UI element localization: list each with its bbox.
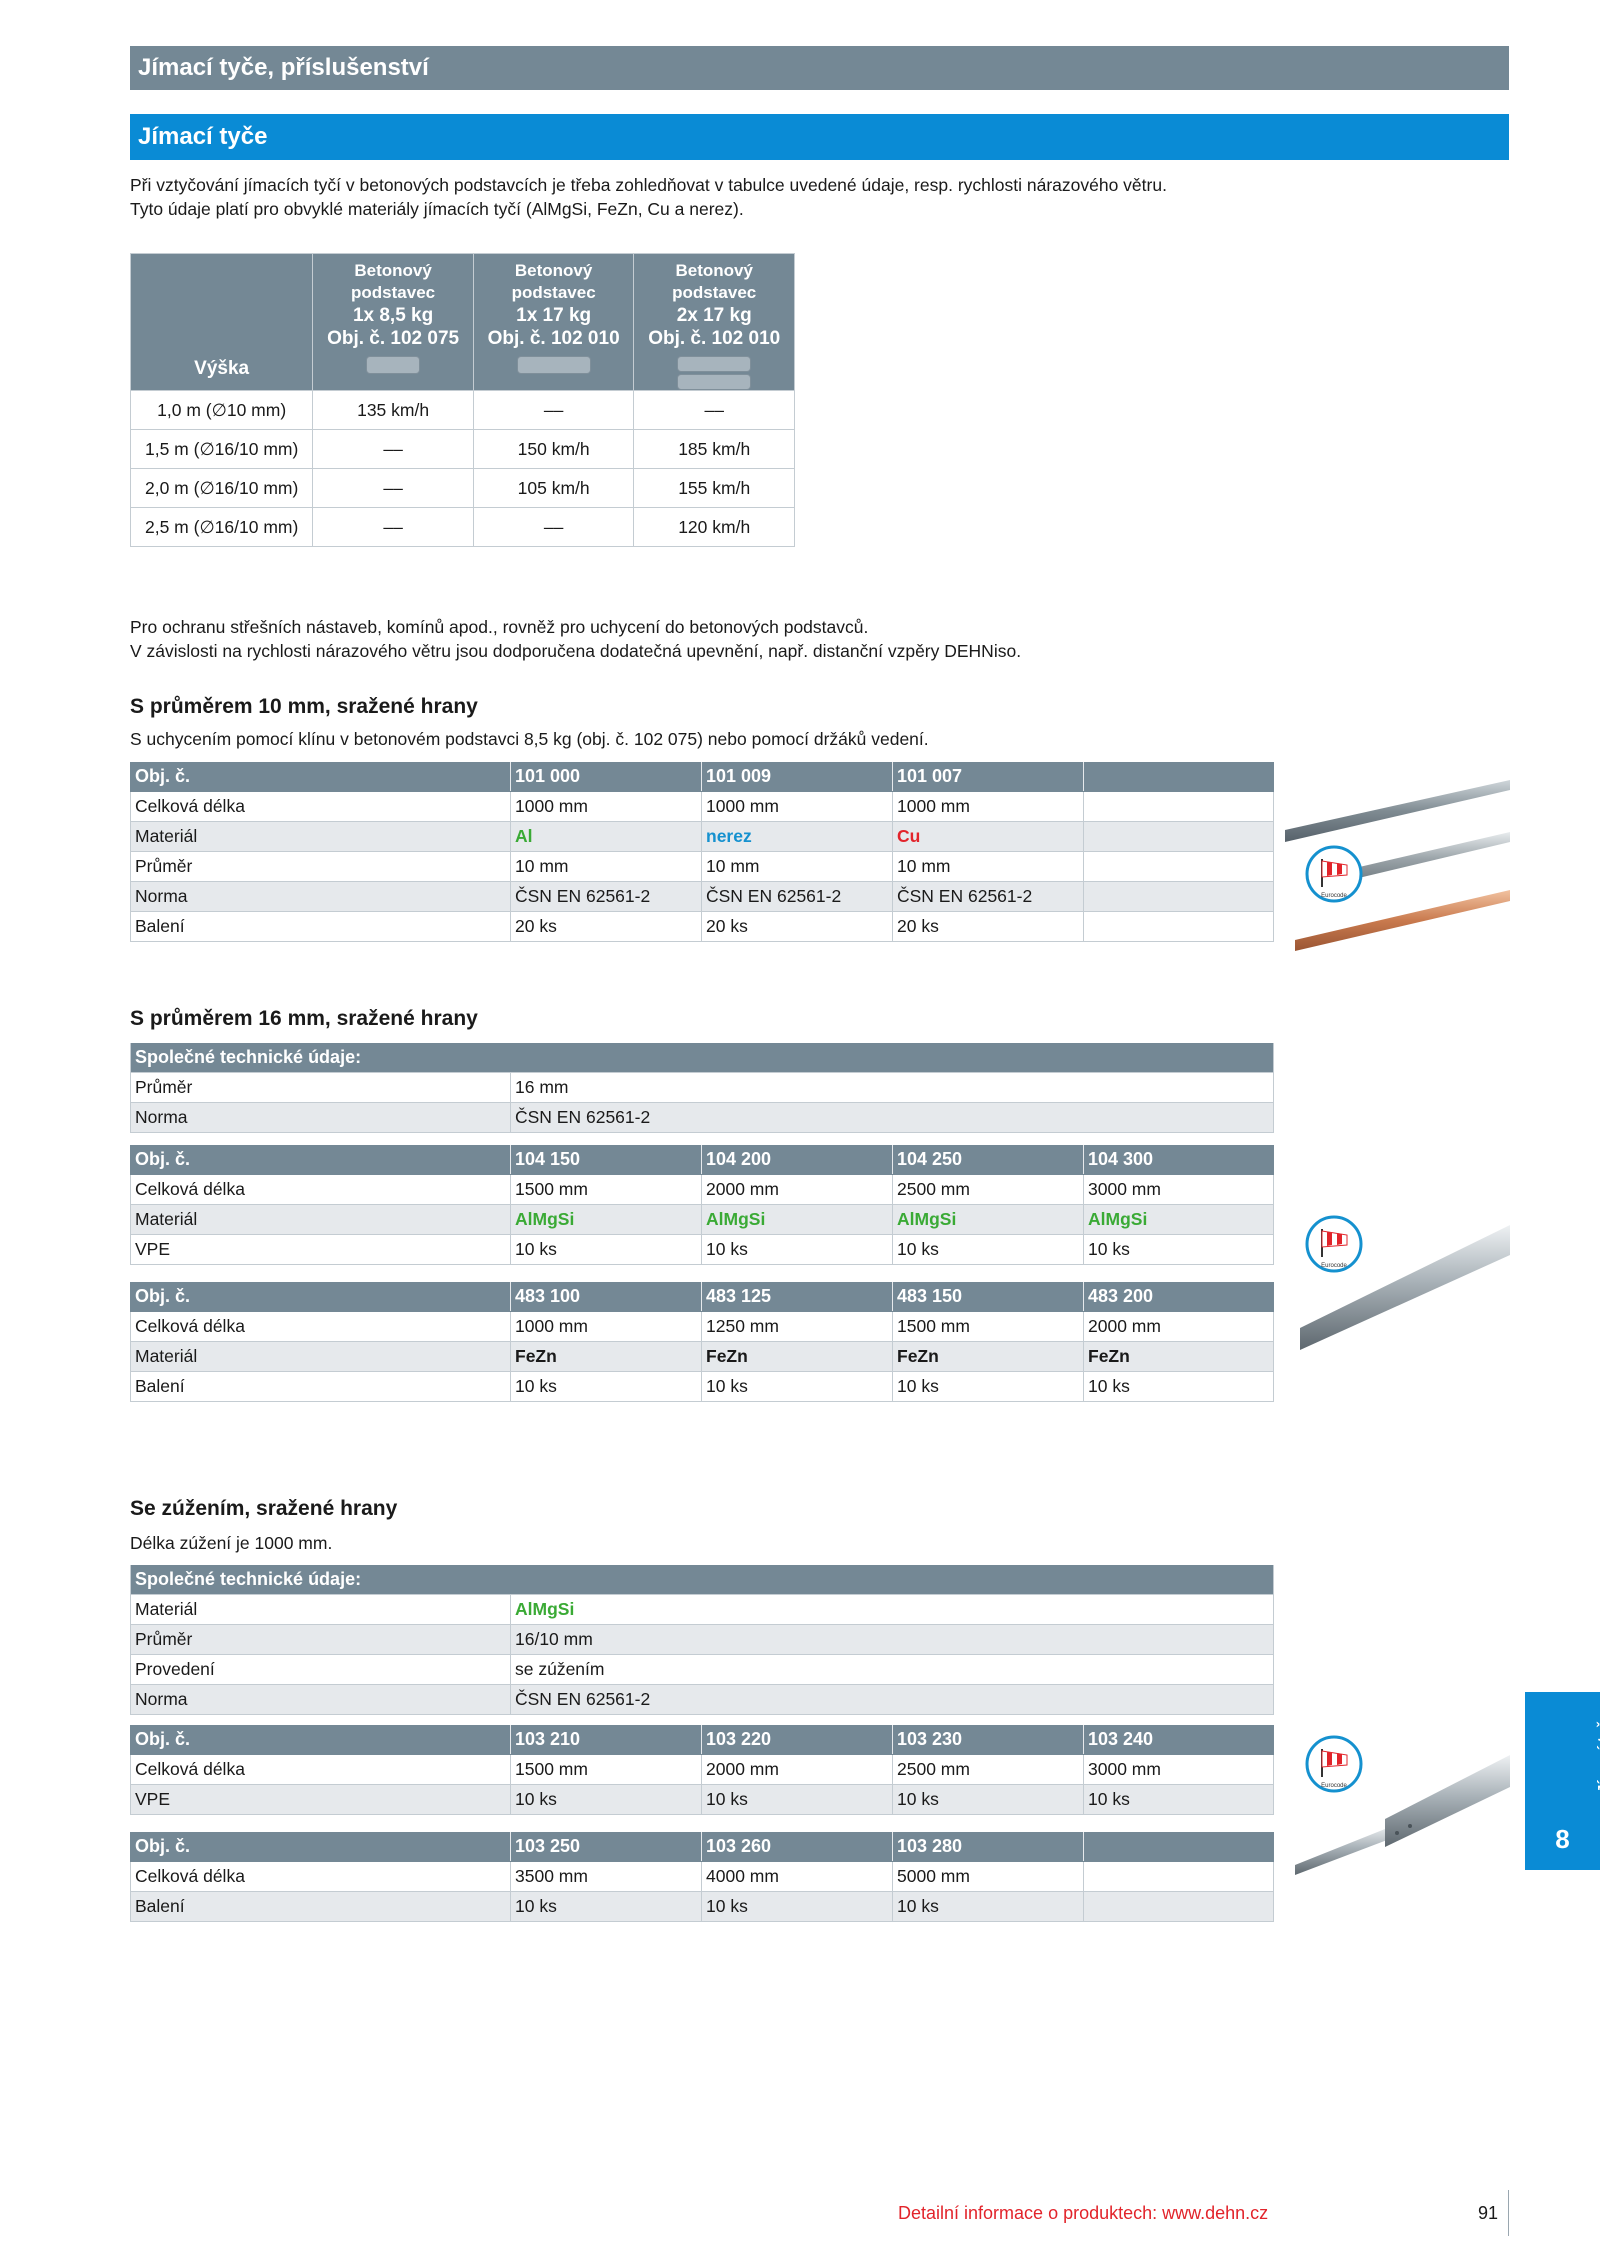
usage-line-1: Pro ochranu střešních nástaveb, komínů apod., rovněž pro uchycení do betonových podstavců.: [130, 617, 869, 637]
table-row: Materiál AlMgSi AlMgSi AlMgSi AlMgSi: [131, 1205, 1274, 1235]
table-row: Obj. č. 483 100 483 125 483 150 483 200: [131, 1282, 1274, 1312]
table-row: Průměr 10 mm 10 mm 10 mm: [131, 852, 1274, 882]
concrete-base-icon: [517, 356, 591, 374]
product-table-taper-b: [130, 1832, 1274, 1922]
badge-label: Eurocode: [1321, 893, 1347, 899]
height-column-header: Výška: [131, 254, 313, 391]
section-taper-desc: Délka zúžení je 1000 mm.: [130, 1533, 333, 1553]
badge-label: Eurocode: [1321, 1263, 1347, 1269]
table-row: Provedení se zúžením: [131, 1655, 1274, 1685]
wind-speed-table: [130, 253, 795, 547]
table-row: VPE 10 ks 10 ks 10 ks 10 ks: [131, 1785, 1274, 1815]
windsock-icon: [1305, 1215, 1363, 1273]
table-row: Celková délka 1000 mm 1000 mm 1000 mm: [131, 792, 1274, 822]
table-row: Materiál Al nerez Cu: [131, 822, 1274, 852]
table-row: Celková délka 1500 mm 2000 mm 2500 mm 3000 mm: [131, 1755, 1274, 1785]
table-row: Průměr 16/10 mm: [131, 1625, 1274, 1655]
intro-line-2: Tyto údaje platí pro obvyklé materiály jímacích tyčí (AlMgSi, FeZn, Cu a nerez).: [130, 199, 744, 219]
concrete-base-icon: [366, 356, 420, 374]
common-specs-taper: [130, 1565, 1274, 1715]
product-table-16mm-alu: [130, 1145, 1274, 1265]
table-row: Společné technické údaje:: [131, 1043, 1274, 1073]
section-10mm-title: S průměrem 10 mm, sražené hrany: [130, 695, 478, 718]
product-table-10mm: [130, 762, 1274, 942]
badge-label: Eurocode: [1321, 1783, 1347, 1789]
table-row: Balení 10 ks 10 ks 10 ks: [131, 1892, 1274, 1922]
table-row: Celková délka 1000 mm 1250 mm 1500 mm 2000 mm: [131, 1312, 1274, 1342]
table-row: Celková délka 1500 mm 2000 mm 2500 mm 3000 mm: [131, 1175, 1274, 1205]
table-row: 2,0 m (∅16/10 mm) –– 105 km/h 155 km/h: [131, 469, 795, 508]
table-row: Norma ČSN EN 62561-2 ČSN EN 62561-2 ČSN EN 62561-2: [131, 882, 1274, 912]
page-number: 91: [1478, 2203, 1499, 2223]
table-row: Balení 20 ks 20 ks 20 ks: [131, 912, 1274, 942]
table-row: Materiál AlMgSi: [131, 1595, 1274, 1625]
concrete-base-icon: [677, 374, 751, 390]
table-row: Balení 10 ks 10 ks 10 ks 10 ks: [131, 1372, 1274, 1402]
chapter-tab[interactable]: [1525, 1692, 1612, 1870]
table-row: Norma ČSN EN 62561-2: [131, 1685, 1274, 1715]
table-row: Průměr 16 mm: [131, 1073, 1274, 1103]
page-divider: [1508, 2190, 1509, 2236]
concrete-base-icon: [677, 356, 751, 372]
column-header-2: Betonový podstavec 1x 17 kg Obj. č. 102 010: [473, 254, 634, 391]
table-row: 1,0 m (∅10 mm) 135 km/h –– ––: [131, 391, 795, 430]
table-row: Celková délka 3500 mm 4000 mm 5000 mm: [131, 1862, 1274, 1892]
chapter-tab-number: 8: [1555, 1824, 1570, 1854]
table-row: Obj. č. 104 150 104 200 104 250 104 300: [131, 1145, 1274, 1175]
section-10mm-desc: S uchycením pomocí klínu v betonovém podstavci 8,5 kg (obj. č. 102 075) nebo pomocí držáků vedení.: [130, 729, 929, 749]
table-row: Materiál FeZn FeZn FeZn FeZn: [131, 1342, 1274, 1372]
usage-line-2: V závislosti na rychlosti nárazového větru jsou dodporučena dodatečná upevnění, např. distanční vzpěry DEHNiso.: [130, 641, 1022, 661]
table-row: VPE 10 ks 10 ks 10 ks 10 ks: [131, 1235, 1274, 1265]
windsock-icon: [1305, 1735, 1363, 1793]
section-title: Jímací tyče, příslušenství: [130, 46, 1509, 90]
table-row: Norma ČSN EN 62561-2: [131, 1103, 1274, 1133]
column-header-3: Betonový podstavec 2x 17 kg Obj. č. 102 010: [634, 254, 795, 391]
sub-title: Jímací tyče: [130, 114, 1509, 160]
intro-line-1: Při vztyčování jímacích tyčí v betonových podstavcích je třeba zohledňovat v tabulce uvedené údaje, resp. rychlosti nárazového větru.: [130, 175, 1167, 195]
footer-link[interactable]: Detailní informace o produktech: www.dehn.cz: [898, 2203, 1269, 2223]
table-row: Obj. č. 103 210 103 220 103 230 103 240: [131, 1725, 1274, 1755]
section-16mm-title: S průměrem 16 mm, sražené hrany: [130, 1007, 478, 1030]
common-specs-16mm: [130, 1043, 1274, 1133]
table-row: Společné technické údaje:: [131, 1565, 1274, 1595]
table-row: 1,5 m (∅16/10 mm) –– 150 km/h 185 km/h: [131, 430, 795, 469]
product-table-taper-a: [130, 1725, 1274, 1815]
chapter-tab-label: Jímací tyče: [1594, 1712, 1612, 1793]
table-row: Obj. č. 101 000 101 009 101 007: [131, 762, 1274, 792]
product-table-16mm-fezn: [130, 1282, 1274, 1402]
section-taper-title: Se zúžením, sražené hrany: [130, 1497, 398, 1520]
table-row: Obj. č. 103 250 103 260 103 280: [131, 1832, 1274, 1862]
column-header-1: Betonový podstavec 1x 8,5 kg Obj. č. 102 075: [313, 254, 474, 391]
table-row: 2,5 m (∅16/10 mm) –– –– 120 km/h: [131, 508, 795, 547]
windsock-icon: [1305, 845, 1363, 903]
